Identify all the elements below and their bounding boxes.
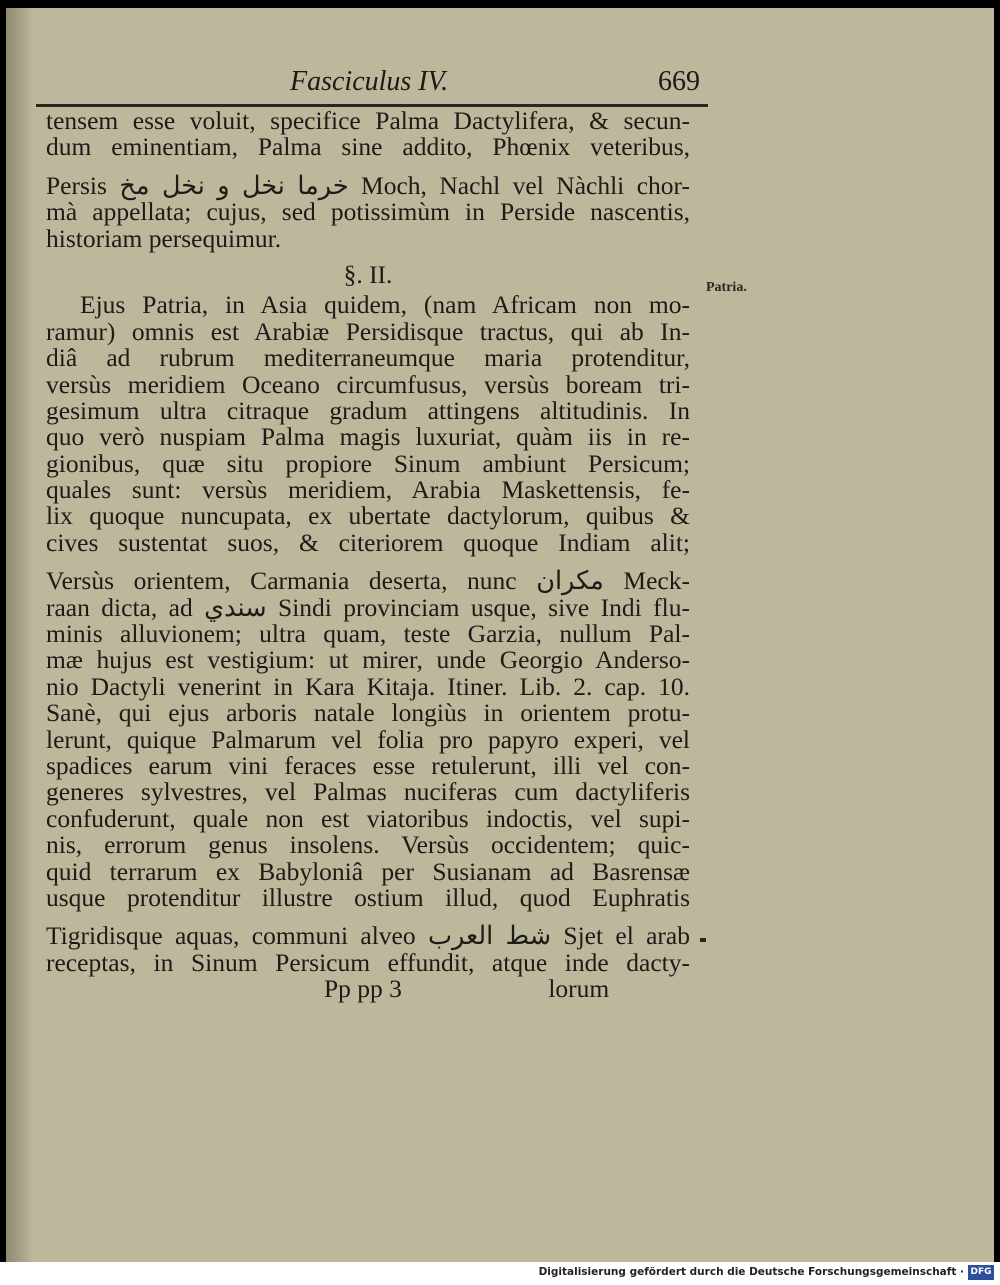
footer-credit: Digitalisierung gefördert durch die Deutsche Forschungsgemeinschaft · <box>538 1266 964 1278</box>
text-line: mà appellata; cujus, sed potissimùm in Perside nascentis, <box>46 197 690 227</box>
text-line: tensem esse voluit, specifice Palma Dactylifera, & secun- <box>46 106 690 135</box>
text-line: lerunt, quique Palmarum vel folia pro papyro experi, vel <box>46 724 690 754</box>
text-line: nio Dactyli venerint in Kara Kitaja. Itiner. Lib. 2. cap. 10. <box>46 671 690 701</box>
text-line: raan dicta, ad سندي Sindi provinciam usque, sive Indi flu- <box>46 592 690 622</box>
text-line: minis alluvionem; ultra quam, teste Garzia, nullum Pal- <box>46 619 690 649</box>
text-line: diâ ad rubrum mediterraneumque maria protenditur, <box>46 343 690 373</box>
text-line: generes sylvestres, vel Palmas nuciferas cum dactyliferis <box>46 777 690 807</box>
text-line: mæ hujus est vestigium: ut mirer, unde Georgio Anderso- <box>46 645 690 675</box>
text-line: historiam persequimur. <box>46 223 282 253</box>
catchword: lorum <box>548 974 610 1004</box>
text-line: cives sustentat suos, & citeriorem quoque Indiam alit; <box>46 527 690 557</box>
text-line: Versùs orientem, Carmania deserta, nunc مكران Meck- <box>46 566 690 596</box>
text-line: Tigridisque aquas, communi alveo شط العرب Sjet el arab <box>46 921 690 951</box>
page-header <box>36 66 708 107</box>
signature-mark: Pp pp 3 <box>324 974 402 1004</box>
text-line: nis, errorum genus insolens. Versùs occidentem; quic- <box>46 830 690 860</box>
ink-mark <box>700 938 706 942</box>
text-line: Ejus Patria, in Asia quidem, (nam Africam non mo- <box>80 290 690 320</box>
text-line: confuderunt, quale non est viatoribus indoctis, vel supi- <box>46 803 690 833</box>
text-line: usque protenditur illustre ostium illud, quod Euphratis <box>46 882 690 912</box>
text-line: gesimum ultra citraque gradum attingens altitudinis. In <box>46 395 690 425</box>
signature-line <box>46 976 690 1002</box>
text-line: Persis خرما نخل و نخل مخ Moch, Nachl vel Nàchli chor- <box>46 170 690 200</box>
section-heading: §. II. <box>343 259 393 289</box>
footer-bar <box>0 1262 1000 1285</box>
text-line: ramur) omnis est Arabiæ Persidisque tractus, qui ab In- <box>46 316 690 346</box>
text-line: quid terrarum ex Babyloniâ per Susianam ad Basrensæ <box>46 856 690 886</box>
dfg-logo-icon: DFG <box>968 1265 994 1280</box>
text-line: spadices earum vini feraces esse retulerunt, illi vel con- <box>46 750 690 780</box>
text-line: dum eminentiam, Palma sine addito, Phœnix veteribus, <box>46 132 690 162</box>
margin-note: Patria. <box>706 280 747 295</box>
scanned-page <box>6 8 994 1262</box>
text-line: gionibus, quæ situ propiore Sinum ambiunt Persicum; <box>46 448 690 478</box>
text-line: versùs meridiem Oceano circumfusus, versùs boream tri- <box>46 369 690 399</box>
text-line: Sanè, qui ejus arboris natale longiùs in orientem protu- <box>46 698 690 728</box>
text-line: lix quoque nuncupata, ex ubertate dactylorum, quibus & <box>46 501 690 531</box>
text-line: quo verò nuspiam Palma magis luxuriat, quàm iis in re- <box>46 422 690 452</box>
body-text <box>46 108 690 1003</box>
text-line: receptas, in Sinum Persicum effundit, atque inde dacty- <box>46 947 690 977</box>
text-line: quales sunt: versùs meridiem, Arabia Maskettensis, fe- <box>46 475 690 505</box>
running-title: Fasciculus IV. <box>290 66 449 97</box>
page-gutter-shadow <box>6 8 34 1262</box>
page-number: 669 <box>658 66 700 97</box>
